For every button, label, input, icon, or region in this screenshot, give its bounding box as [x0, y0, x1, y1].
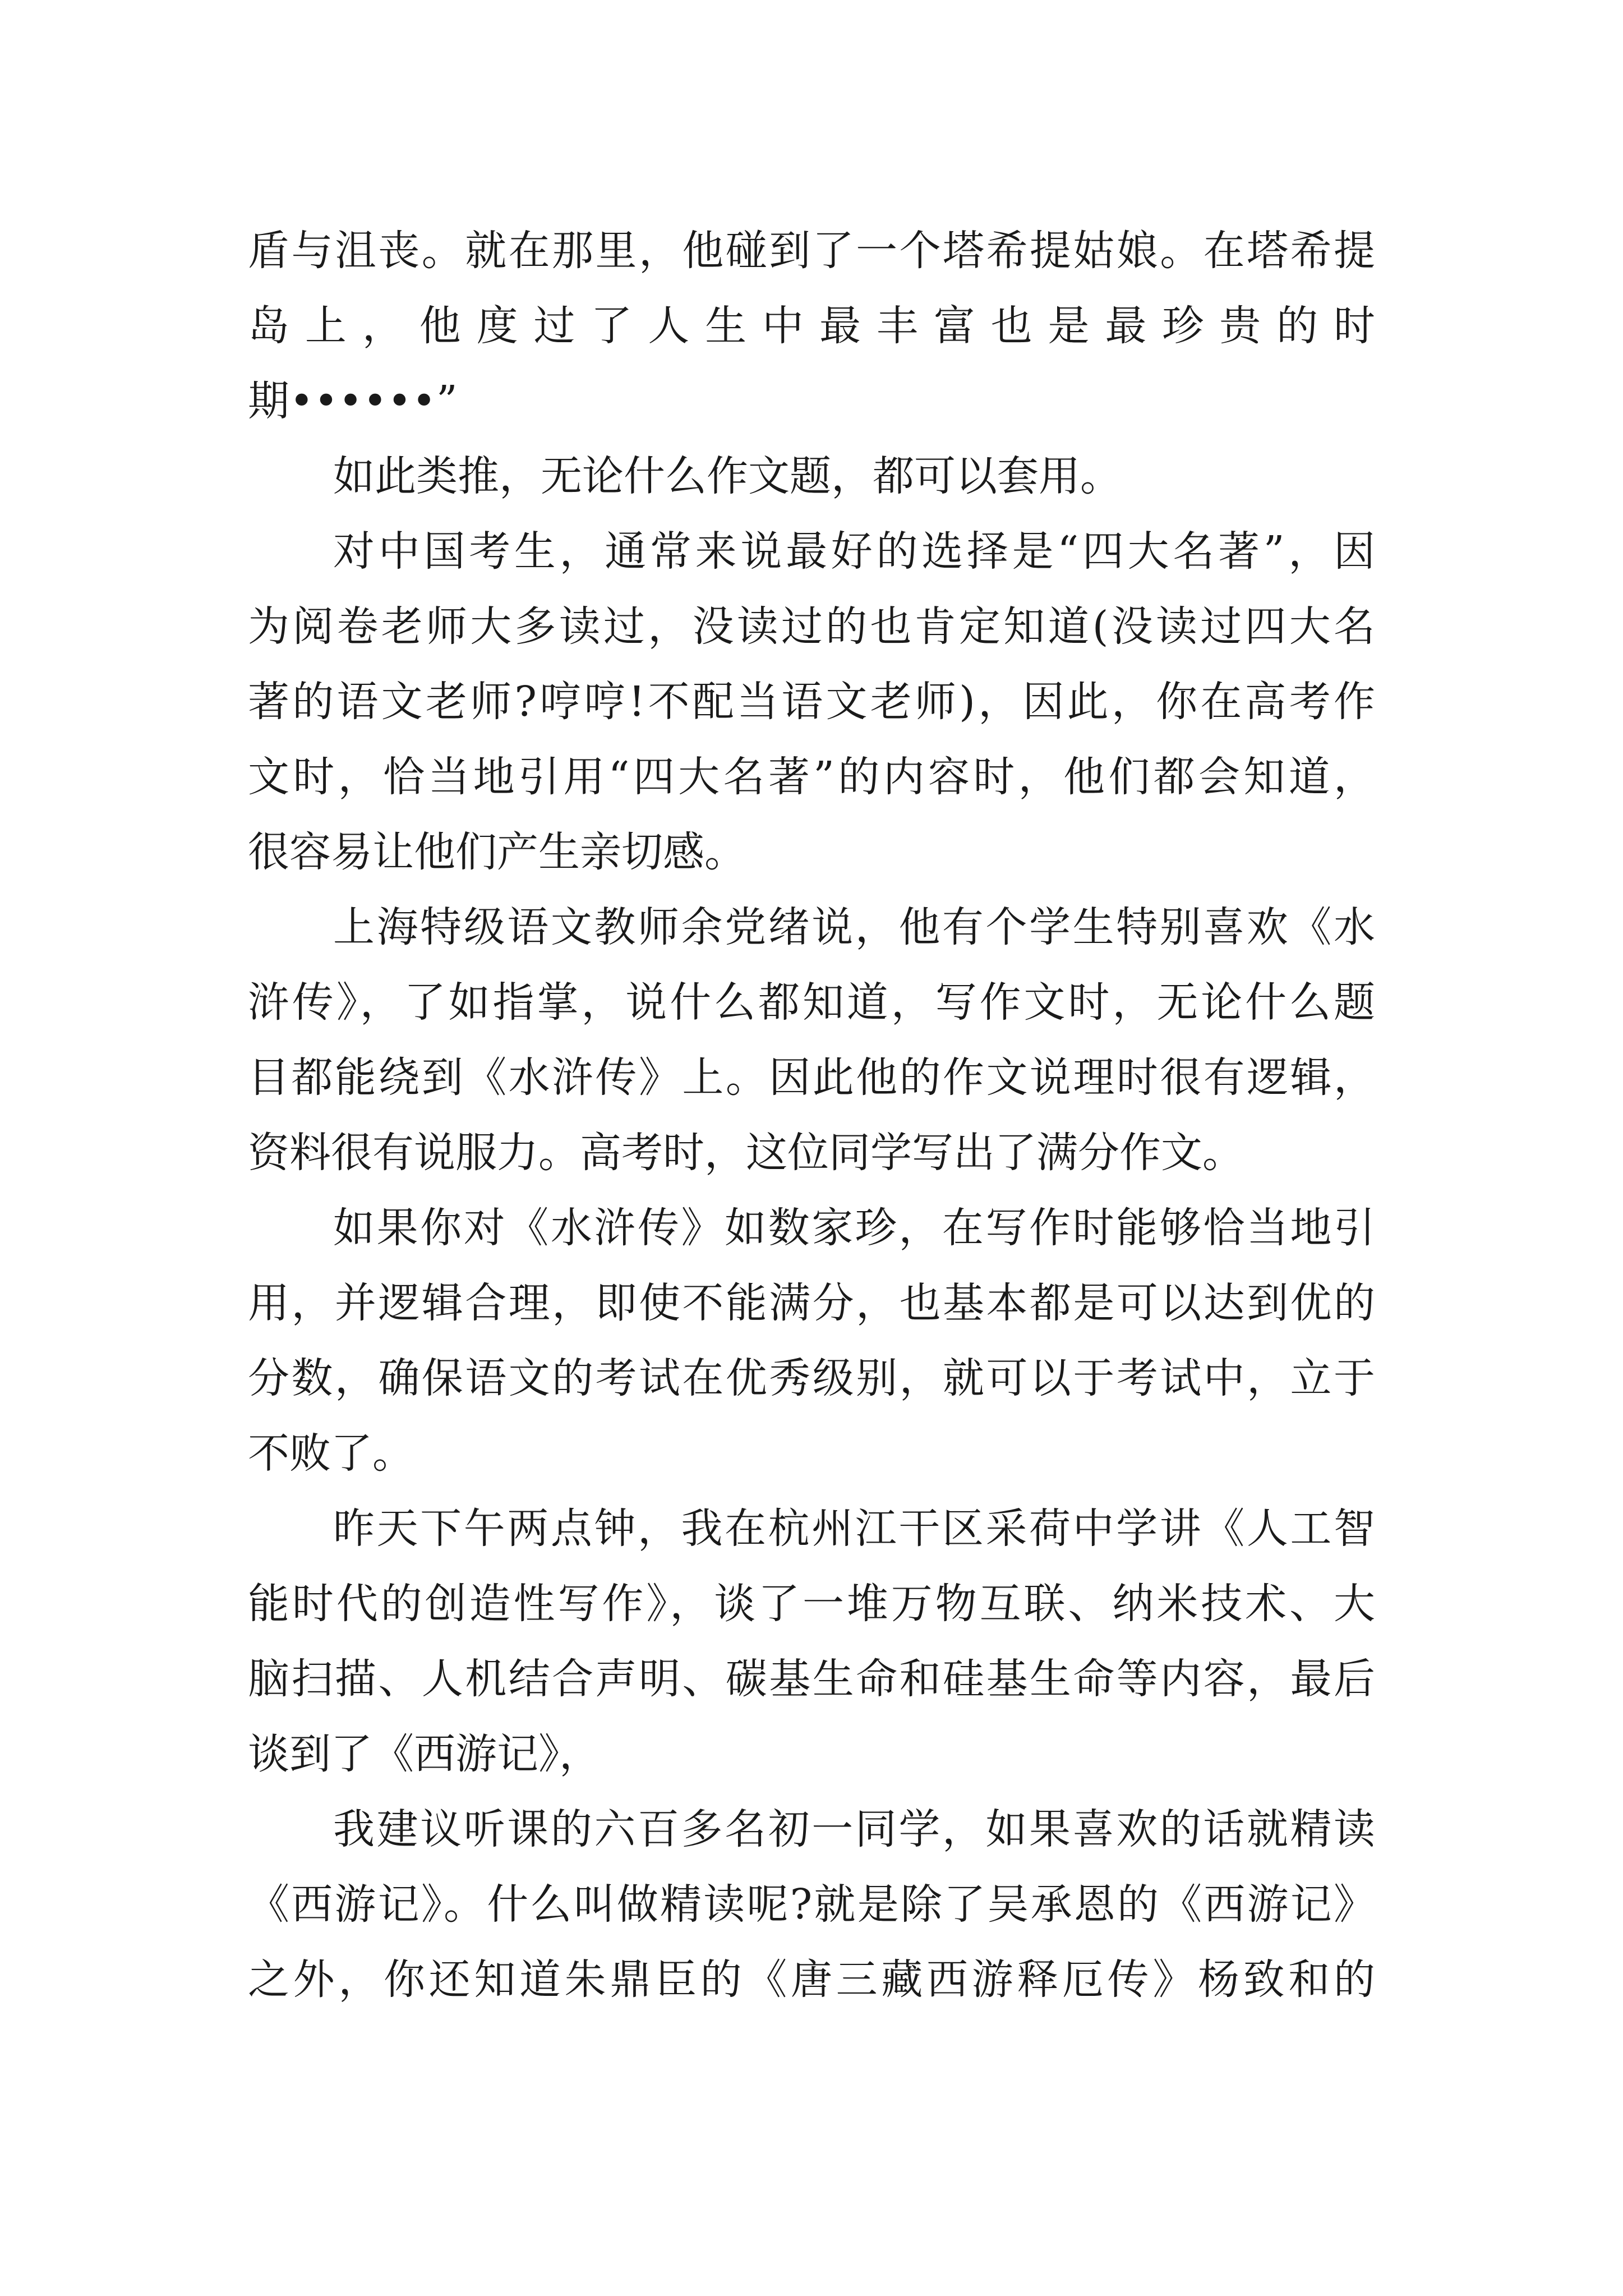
text-line: 能时代的创造性写作》，谈了一堆万物互联、纳米技术、大: [248, 1580, 1375, 1628]
text-line: 不败了。: [248, 1429, 414, 1478]
text-line: 我建议听课的六百多名初一同学，如果喜欢的话就精读: [333, 1805, 1375, 1853]
text-line: 昨天下午两点钟，我在杭州江干区采荷中学讲《人工智: [333, 1504, 1375, 1553]
text-line: 如果你对《水浒传》如数家珍，在写作时能够恰当地引: [333, 1204, 1375, 1252]
text-line: 很容易让他们产生亲切感。: [248, 828, 746, 876]
text-line: 著的语文老师?哼哼!不配当语文老师)，因此，你在高考作: [248, 678, 1375, 726]
text-line: 目都能绕到《水浒传》上。因此他的作文说理时很有逻辑，: [248, 1053, 1375, 1102]
text-line: 谈到了《西游记》，: [248, 1730, 601, 1778]
text-line: 《西游记》。什么叫做精读呢?就是除了吴承恩的《西游记》: [248, 1880, 1375, 1929]
text-line: 如此类推，无论什么作文题，都可以套用。: [333, 452, 1122, 500]
text-line: 分数，确保语文的考试在优秀级别，就可以于考试中，立于: [248, 1354, 1375, 1402]
text-line: 脑扫描、人机结合声明、碳基生命和硅基生命等内容，最后: [248, 1655, 1375, 1703]
text-line: 上海特级语文教师余党绪说，他有个学生特别喜欢《水: [333, 903, 1375, 951]
text-line: 文时，恰当地引用“四大名著”的内容时，他们都会知道，: [248, 753, 1375, 801]
text-line: 对中国考生，通常来说最好的选择是“四大名著”，因: [333, 527, 1375, 576]
text-line: 岛上，他度过了人生中最丰富也是最珍贵的时: [248, 302, 1375, 350]
text-line: 之外，你还知道朱鼎臣的《唐三藏西游释厄传》杨致和的: [248, 1955, 1375, 2004]
body-text: [248, 213, 1375, 2017]
text-line: 浒传》，了如指掌，说什么都知道，写作文时，无论什么题: [248, 978, 1375, 1027]
text-line: 期••••••”: [248, 377, 458, 425]
text-line: 用，并逻辑合理，即使不能满分，也基本都是可以达到优的: [248, 1279, 1375, 1327]
text-line: 资料很有说服力。高考时，这位同学写出了满分作文。: [248, 1129, 1244, 1177]
text-line: 为阅卷老师大多读过，没读过的也肯定知道(没读过四大名: [248, 602, 1375, 651]
text-line: 盾与沮丧。就在那里，他碰到了一个塔希提姑娘。在塔希提: [248, 227, 1375, 275]
